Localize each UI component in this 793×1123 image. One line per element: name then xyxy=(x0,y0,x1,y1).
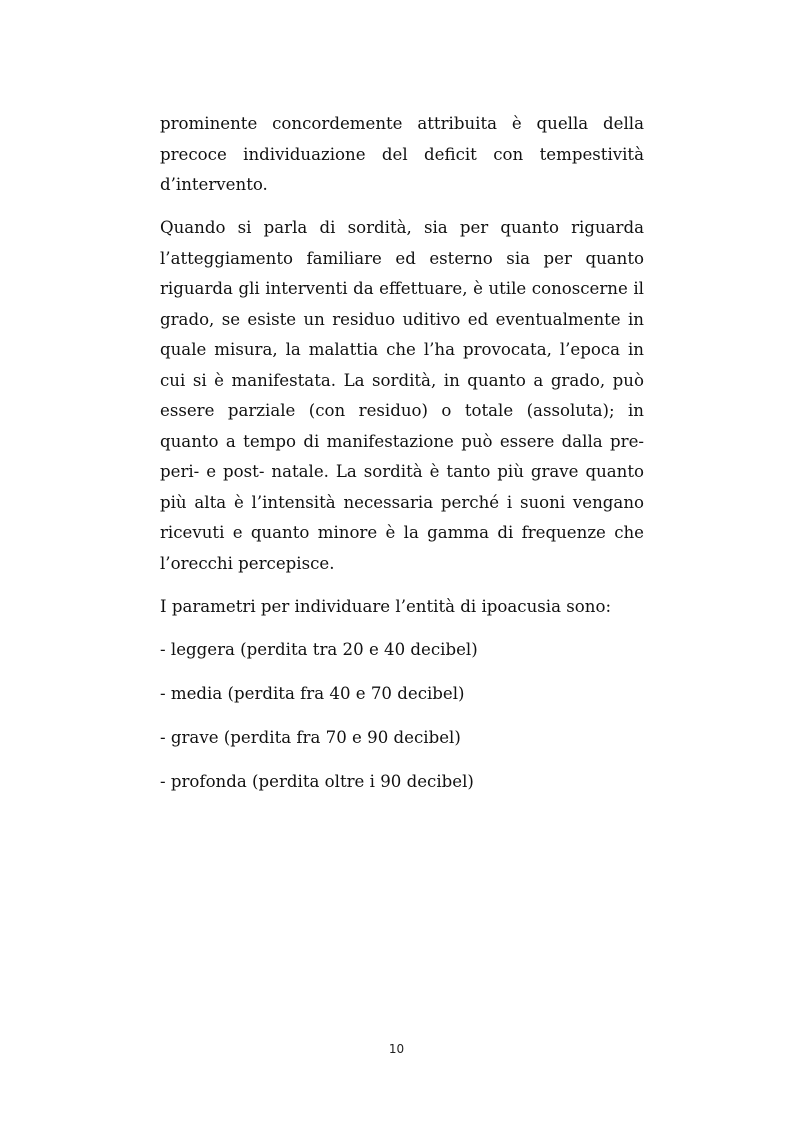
list-item: - profonda (perdita oltre i 90 decibel) xyxy=(160,771,474,791)
paragraph: prominente concordemente attribuita è quella della precoce individuazione del deficit con tempestività d’intervento. xyxy=(160,114,644,194)
paragraph: Quando si parla di sordità, sia per quanto riguarda l’atteggiamento familiare ed esterno sia per quanto riguarda gli interventi da effettuare, è utile conoscerne il grado, se esiste un residuo uditivo ed eventualmente in quale misura, la malattia che l’ha provocata, l’epoca in cui si è manifestata. La sordità, in quanto a grado, può essere parziale (con residuo) o totale (assoluta); in quanto a tempo di manifestazione può essere dalla pre- peri- e post- natale. La sordità è tanto più grave quanto più alta è l’intensità necessaria perché i suoni vengano ricevuti e quanto minore è la gamma di frequenze che l’orecchi percepisce. xyxy=(160,218,644,573)
page-number: 10 xyxy=(388,1042,405,1056)
body-text xyxy=(160,109,644,811)
list-item: - media (perdita fra 40 e 70 decibel) xyxy=(160,683,465,703)
list-item: - leggera (perdita tra 20 e 40 decibel) xyxy=(160,639,478,659)
paragraph: I parametri per individuare l’entità di ipoacusia sono: xyxy=(160,596,612,616)
list-item: - grave (perdita fra 70 e 90 decibel) xyxy=(160,727,461,747)
